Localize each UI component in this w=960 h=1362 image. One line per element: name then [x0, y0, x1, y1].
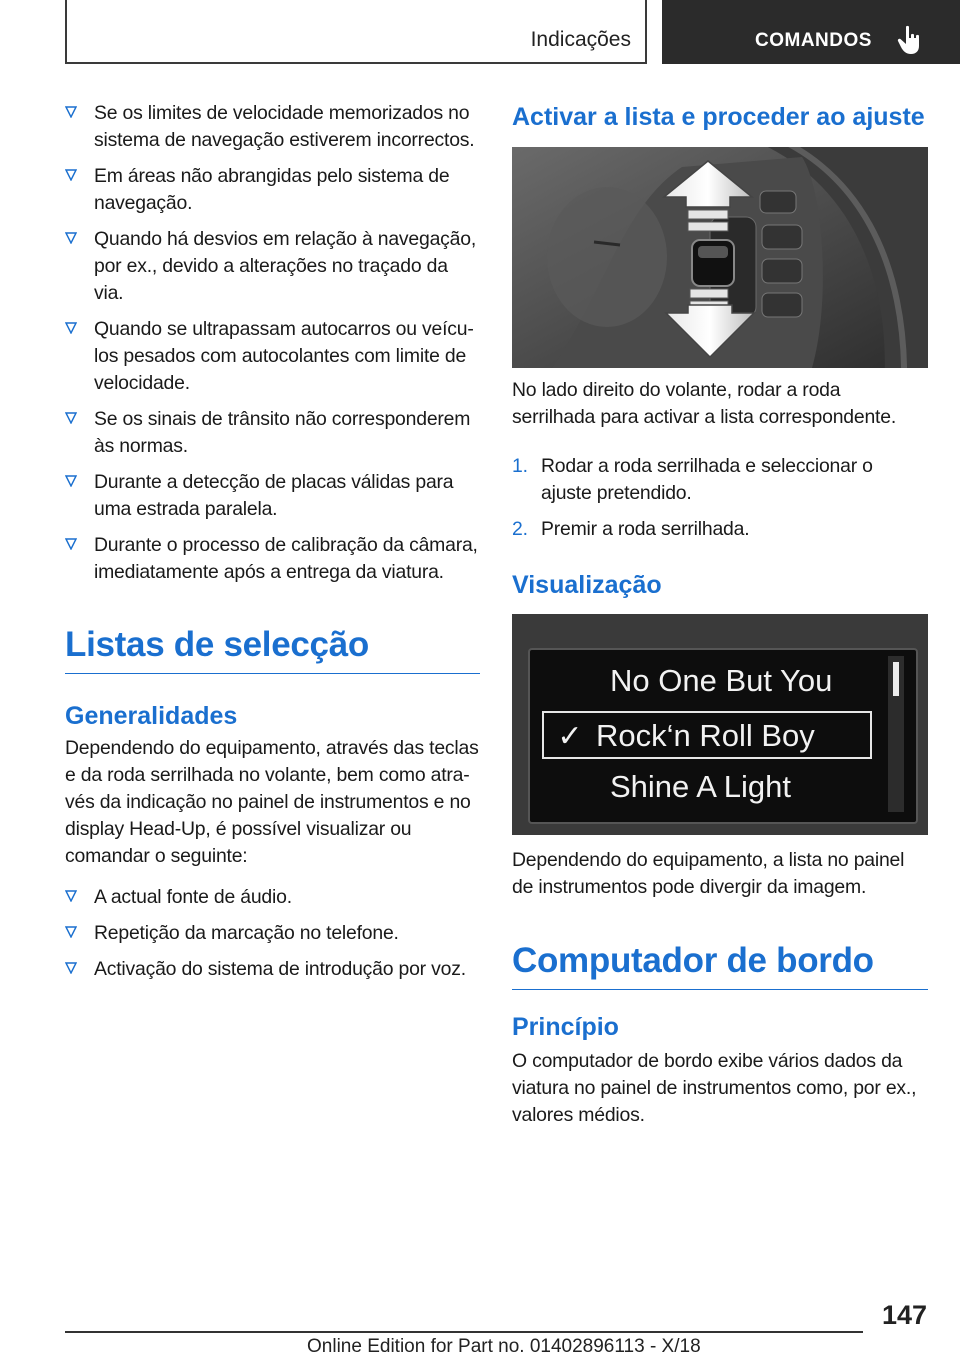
list-item: [65, 100, 480, 154]
subheading-general: Generalidades: [65, 702, 238, 730]
bullet-triangle-icon: [65, 926, 77, 938]
display-item: [542, 764, 872, 812]
bullet-triangle-icon: [65, 538, 77, 550]
list-item: [65, 884, 480, 911]
list-item-text: Durante o processo de calibração da câmara, imediatamente após a entrega da viatura.: [94, 534, 478, 583]
display-list-figure: [512, 614, 928, 835]
list-item-text: Repetição da marcação no telefone.: [94, 922, 399, 944]
check-icon: ✓: [557, 720, 583, 753]
controls-list: [65, 884, 480, 983]
display-item-label: Rock‘n Roll Boy: [596, 718, 815, 753]
bullet-triangle-icon: [65, 475, 77, 487]
list-item: [65, 226, 480, 307]
display-item-label: No One But You: [610, 663, 833, 698]
figure2-caption: Dependendo do equipamento, a lista no painel de instrumentos pode divergir da imagem.: [512, 849, 905, 898]
list-item: [65, 532, 480, 586]
bullet-triangle-icon: [65, 412, 77, 424]
bullet-triangle-icon: [65, 232, 77, 244]
step-number: 2.: [512, 518, 528, 540]
heading-activate-list: Activar a lista e proceder ao ajuste: [512, 103, 925, 131]
step-text: Rodar a roda serrilhada e seleccionar o ajuste pretendido.: [541, 455, 873, 504]
list-item-text: Em áreas não abrangidas pelo sistema de navegação.: [94, 165, 450, 214]
display-item-label: Shine A Light: [610, 769, 791, 804]
general-intro-text: Dependendo do equipamento, através das teclas e da roda serrilhada no volante, bem como através da indicação no painel de instrumentos e no display Head-Up, é possível visualizar ou comandar o seguinte:: [65, 737, 479, 867]
steering-wheel-figure: [512, 147, 928, 368]
footer-edition-text: Online Edition for Part no. 01402896113 - X/18: [307, 1336, 701, 1357]
bullet-triangle-icon: [65, 962, 77, 974]
list-item-text: Se os sinais de trânsito não corresponderem às normas.: [94, 408, 471, 457]
subheading-principle: Princípio: [512, 1013, 619, 1041]
list-item: [65, 163, 480, 217]
display-scrollbar: [888, 656, 904, 812]
steps-list: [512, 453, 928, 543]
chapter-tab-label: COMANDOS: [755, 30, 872, 51]
list-item-text: Se os limites de velocidade memorizados no sistema de navegação estiverem incorrectos.: [94, 102, 475, 151]
display-screen: [528, 648, 918, 824]
display-scrollbar-thumb: [893, 662, 899, 696]
bullet-triangle-icon: [65, 169, 77, 181]
step-item: [512, 453, 928, 507]
section-heading-onboard-computer: Computador de bordo: [512, 941, 928, 990]
list-item-text: Activação do sistema de introdução por voz.: [94, 958, 466, 980]
list-item-text: Quando há desvios em relação à navegação, por ex., devido a alterações no traçado da via.: [94, 228, 477, 304]
list-item: [65, 920, 480, 947]
list-item-text: A actual fonte de áudio.: [94, 886, 292, 908]
list-item: [65, 469, 480, 523]
pointing-hand-icon: [897, 25, 923, 55]
bullet-triangle-icon: [65, 106, 77, 118]
footer-rule: [65, 1331, 863, 1333]
limitations-list: [65, 100, 480, 586]
figure1-caption: No lado direito do volante, rodar a roda serrilhada para activar a lista correspondente.: [512, 379, 897, 428]
display-item: [542, 658, 872, 706]
bullet-triangle-icon: [65, 322, 77, 334]
heading-display: Visualização: [512, 571, 662, 599]
steering-wheel-illustration: [512, 147, 928, 368]
chapter-tab: [662, 0, 960, 64]
list-item: [65, 406, 480, 460]
step-text: Premir a roda serrilhada.: [541, 518, 750, 540]
list-item: [65, 316, 480, 397]
section-heading-selection-lists: Listas de selecção: [65, 625, 480, 674]
step-item: [512, 516, 928, 543]
left-column: [65, 100, 480, 992]
principle-text: O computador de bordo exibe vários dados da viatura no painel de instrumentos como, por ex., valores médios.: [512, 1050, 917, 1126]
right-column: [512, 102, 928, 1129]
bullet-triangle-icon: [65, 890, 77, 902]
page-number: 147: [881, 1300, 927, 1330]
section-title: Indicações: [530, 28, 631, 51]
list-item-text: Durante a detecção de placas válidas para uma estrada paralela.: [94, 471, 454, 520]
display-item-selected: [542, 711, 872, 759]
header-section-box: [65, 0, 647, 64]
step-number: 1.: [512, 455, 528, 477]
list-item-text: Quando se ultrapassam autocarros ou veículos pesados com autocolantes com limite de velocidade.: [94, 318, 474, 394]
list-item: [65, 956, 480, 983]
